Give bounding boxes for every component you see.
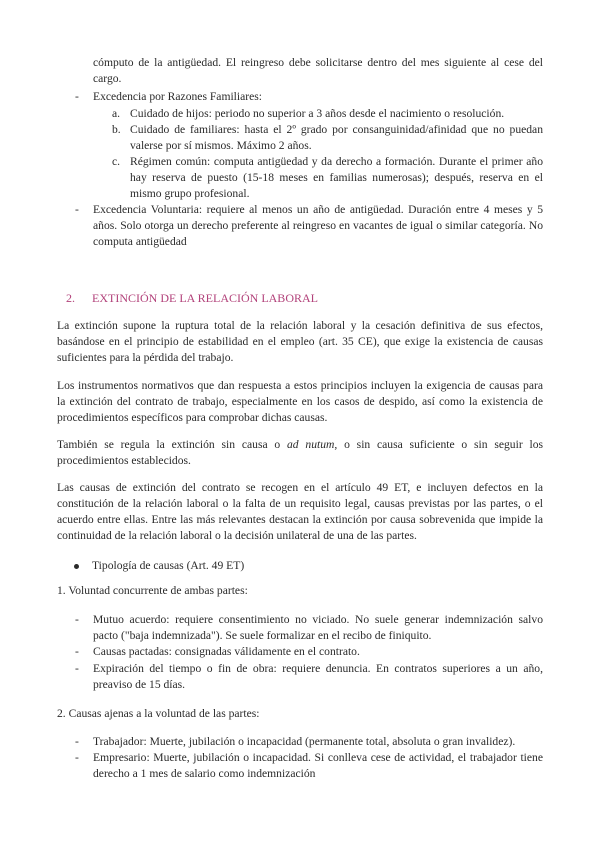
- list-item-text: Mutuo acuerdo: requiere consentimiento no viciado. No suele generar indemnización salvo pacto ("baja indemnizada"). Se suele formalizar en el recibo de finiquito.: [93, 613, 543, 642]
- bullet-text: Tipología de causas (Art. 49 ET): [92, 559, 245, 572]
- dash-marker: -: [75, 751, 79, 764]
- paragraph-3-italic: ad nutum: [287, 438, 335, 451]
- dash-marker: -: [75, 90, 79, 103]
- dash-marker: -: [75, 613, 79, 626]
- bullet-dot-icon: [74, 564, 79, 569]
- continuation-text: cómputo de la antigüedad. El reingreso debe solicitarse dentro del mes siguiente al cese del cargo.: [93, 56, 543, 85]
- group-1-heading: 1. Voluntad concurrente de ambas partes:: [57, 584, 248, 597]
- section-number: 2.: [66, 291, 75, 305]
- excedencia-voluntaria-text: Excedencia Voluntaria: requiere al menos un año de antigüedad. Duración entre 4 meses y 5 años. Solo otorga un derecho preferente al reingreso en vacantes de igual o similar categoría. No computa antigüedad: [93, 203, 543, 248]
- paragraph-3-start: También se regula la extinción sin causa o: [57, 438, 287, 451]
- paragraph-4: Las causas de extinción del contrato se recogen en el artículo 49 ET, e incluyen defectos en la constitución de la relación laboral o la falta de un requisito legal, causas previstas por las partes, o el acuerdo entre ellas. Entre las más relevantes destacan la extinción por causa sobrevenida que impide la continuidad de la relación laboral o la decisión unilateral de una de las partes.: [57, 481, 543, 542]
- sub-item-letter: b.: [112, 123, 121, 136]
- dash-marker: -: [75, 203, 79, 216]
- list-item-text: Expiración del tiempo o fin de obra: requiere denuncia. En contratos superiores a un año, preaviso de 15 días.: [93, 662, 543, 691]
- sub-item-letter: c.: [112, 155, 121, 168]
- list-item-text: Empresario: Muerte, jubilación o incapacidad. Si conlleva cese de actividad, el trabajador tiene derecho a 1 mes de salario como indemnización: [93, 751, 543, 780]
- excedencia-familiar-label: Excedencia por Razones Familiares:: [93, 90, 263, 103]
- paragraph-2: Los instrumentos normativos que dan respuesta a estos principios incluyen la exigencia de causas para la extinción del contrato de trabajo, especialmente en los casos de despido, así como la existencia de procedimientos específicos para comprobar dichas causas.: [57, 379, 543, 424]
- dash-marker: -: [75, 735, 79, 748]
- list-item-text: Causas pactadas: consignadas válidamente en el contrato.: [93, 645, 360, 658]
- paragraph-3: [57, 437, 543, 469]
- sub-item-text: Régimen común: computa antigüedad y da derecho a formación. Durante el primer año hay reserva de puesto (15-18 meses en familias numerosas); después, reserva en el mismo grupo profesional.: [130, 155, 543, 200]
- section-title: EXTINCIÓN DE LA RELACIÓN LABORAL: [92, 291, 318, 305]
- paragraph-3-end: , o sin causa suficiente o sin seguir los procedimientos establecidos.: [57, 438, 544, 467]
- sub-item-text: Cuidado de familiares: hasta el 2º grado por consanguinidad/afinidad que no puedan valerse por sí mismos. Máximo 2 años.: [130, 123, 543, 152]
- group-2-heading: 2. Causas ajenas a la voluntad de las partes:: [57, 707, 260, 720]
- dash-marker: -: [75, 645, 79, 658]
- sub-item-text: Cuidado de hijos: periodo no superior a 3 años desde el nacimiento o resolución.: [130, 107, 505, 120]
- list-item-text: Trabajador: Muerte, jubilación o incapacidad (permanente total, absoluta o gran invalidez).: [93, 735, 516, 748]
- sub-item-letter: a.: [112, 107, 121, 120]
- paragraph-1: La extinción supone la ruptura total de la relación laboral y la cesación definitiva de sus efectos, basándose en el principio de estabilidad en el empleo (art. 35 CE), que exige la existencia de causas suficientes para la pérdida del trabajo.: [57, 319, 543, 364]
- dash-marker: -: [75, 662, 79, 675]
